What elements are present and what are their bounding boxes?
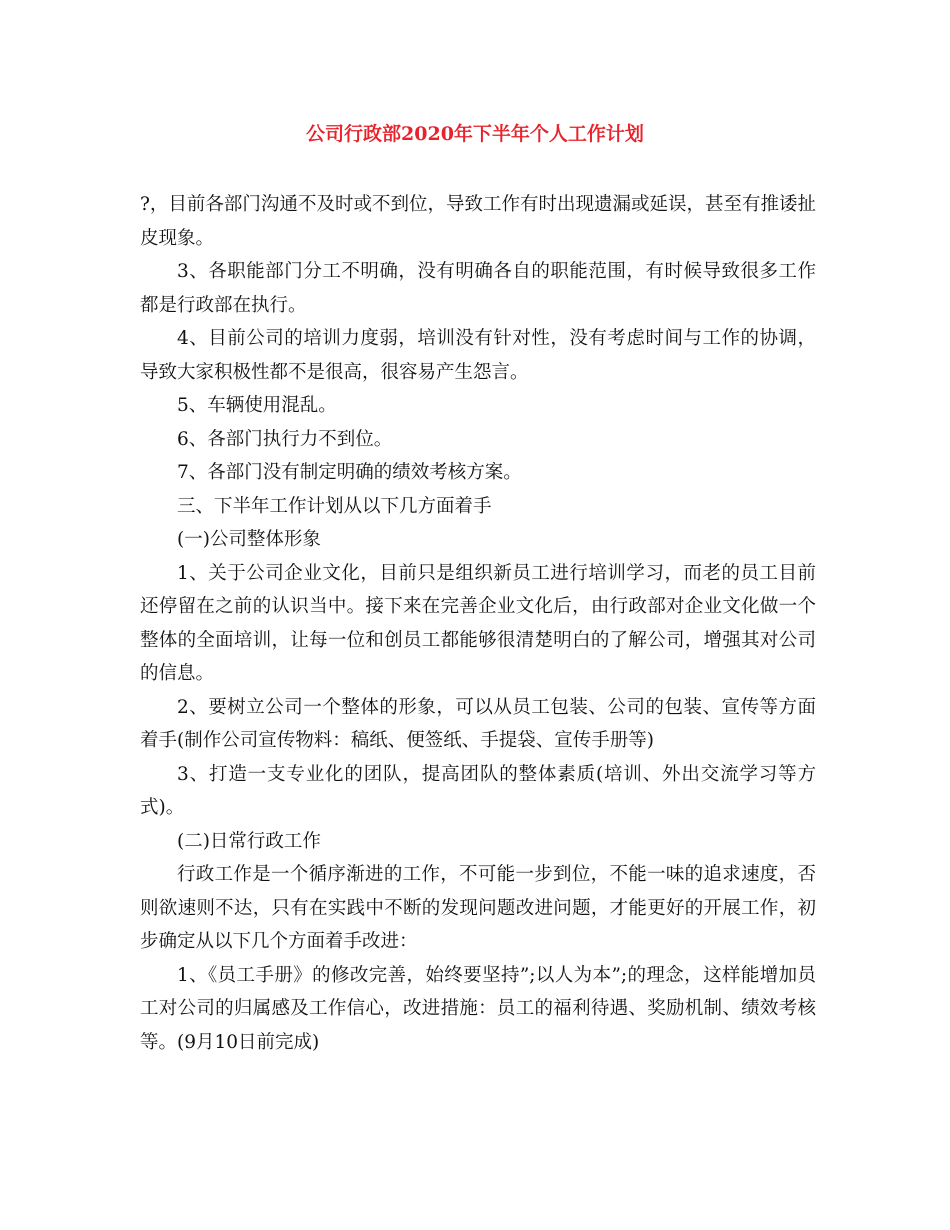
paragraph: 3、各职能部门分工不明确，没有明确各自的职能范围，有时候导致很多工作都是行政部在执行。 — [140, 261, 816, 316]
paragraph: 行政工作是一个循序渐进的工作，不可能一步到位，不能一味的追求速度，否则欲速则不达，只有在实践中不断的发现问题改进问题，才能更好的开展工作，初步确定从以下几个方面着手改进： — [140, 864, 816, 952]
document-body — [140, 188, 816, 1059]
paragraph: 1、关于公司企业文化，目前只是组织新员工进行培训学习，而老的员工目前还停留在之前的认识当中。接下来在完善企业文化后，由行政部对企业文化做一个整体的全面培训，让每一位和创员工都能够很清楚明白的了解公司，增强其对公司的信息。 — [140, 562, 816, 684]
paragraph: 4、目前公司的培训力度弱，培训没有针对性，没有考虑时间与工作的协调，导致大家积极性都不是很高，很容易产生怨言。 — [140, 328, 816, 383]
paragraph: 1、《员工手册》的修改完善，始终要坚持”;以人为本”;的理念，这样能增加员工对公司的归属感及工作信心，改进措施：员工的福利待遇、奖励机制、绩效考核等。(9月10日前完成) — [140, 964, 816, 1053]
paragraph: ?，目前各部门沟通不及时或不到位，导致工作有时出现遗漏或延误，甚至有推诿扯皮现象。 — [140, 194, 816, 249]
subsection-heading: (二)日常行政工作 — [177, 830, 321, 852]
document-title: 公司行政部2020年下半年个人工作计划 — [306, 123, 644, 145]
section-heading: 三、下半年工作计划从以下几方面着手 — [177, 495, 492, 517]
paragraph: 3、打造一支专业化的团队，提高团队的整体素质(培训、外出交流学习等方式)。 — [140, 763, 816, 818]
paragraph: 7、各部门没有制定明确的绩效考核方案。 — [177, 462, 522, 483]
paragraph: 6、各部门执行力不到位。 — [177, 428, 393, 450]
paragraph: 5、车辆使用混乱。 — [177, 395, 337, 416]
subsection-heading: (一)公司整体形象 — [177, 529, 321, 550]
paragraph: 2、要树立公司一个整体的形象，可以从员工包装、公司的包装、宣传等方面着手(制作公司宣传物料：稿纸、便签纸、手提袋、宣传手册等) — [140, 696, 816, 751]
